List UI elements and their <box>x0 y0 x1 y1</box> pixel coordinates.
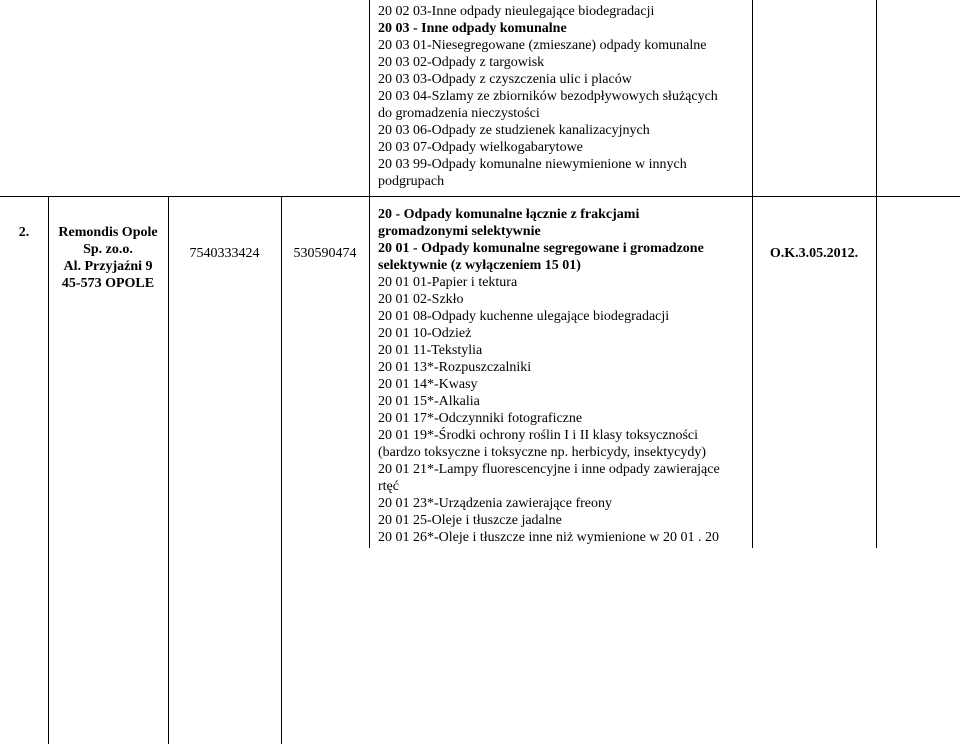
column-divider-nip <box>168 196 169 744</box>
company-cell <box>48 224 168 292</box>
waste-code-line: 20 01 17*-Odczynniki fotograficzne <box>378 411 583 426</box>
waste-code-line: 20 01 13*-Rozpuszczalniki <box>378 360 532 375</box>
company-name: Remondis Opole <box>58 225 158 240</box>
row-divider <box>0 196 960 197</box>
waste-code-line: 20 03 01-Niesegregowane (zmieszane) odpady komunalne <box>378 38 707 53</box>
waste-code-line: 20 03 02-Odpady z targowisk <box>378 55 545 70</box>
waste-code-line: rtęć <box>378 479 399 494</box>
waste-code-line: gromadzonymi selektywnie <box>378 224 541 239</box>
waste-code-line: 20 03 07-Odpady wielkogabarytowe <box>378 140 583 155</box>
waste-code-line: 20 01 25-Oleje i tłuszcze jadalne <box>378 513 562 528</box>
column-divider-right <box>876 0 877 548</box>
waste-code-line: 20 01 - Odpady komunalne segregowane i gromadzone <box>378 241 704 256</box>
column-divider-waste <box>369 0 370 548</box>
waste-code-line: 20 01 21*-Lampy fluorescencyjne i inne odpady zawierające <box>378 462 720 477</box>
waste-code-line: 20 01 23*-Urządzenia zawierające freony <box>378 496 612 511</box>
company-street: Al. Przyjaźni 9 <box>63 259 153 274</box>
waste-code-line: 20 01 19*-Środki ochrony roślin I i II klasy toksyczności <box>378 428 699 443</box>
waste-code-line: 20 01 26*-Oleje i tłuszcze inne niż wymienione w 20 01 . 20 <box>378 530 719 545</box>
decision-number: O.K.3.05.2012. <box>769 246 859 261</box>
waste-code-line: selektywnie (z wyłączeniem 15 01) <box>378 258 581 273</box>
company-city: 45-573 OPOLE <box>61 276 155 291</box>
waste-code-line: 20 - Odpady komunalne łącznie z frakcjami <box>378 207 640 222</box>
column-divider-decision <box>752 0 753 548</box>
waste-code-line: 20 01 01-Papier i tektura <box>378 275 518 290</box>
nip-number: 7540333424 <box>189 246 260 261</box>
waste-code-line: 20 01 08-Odpady kuchenne ulegające biodegradacji <box>378 309 670 324</box>
waste-code-line: 20 03 06-Odpady ze studzienek kanalizacyjnych <box>378 123 650 138</box>
waste-code-line: (bardzo toksyczne i toksyczne np. herbicydy, insektycydy) <box>378 445 706 460</box>
waste-code-line: 20 03 04-Szlamy ze zbiorników bezodpływowych służących <box>378 89 718 104</box>
waste-code-line: 20 01 11-Tekstylia <box>378 343 483 358</box>
column-divider-regon <box>281 196 282 744</box>
waste-code-line: 20 03 03-Odpady z czyszczenia ulic i placów <box>378 72 632 87</box>
waste-code-line: 20 03 - Inne odpady komunalne <box>378 21 567 36</box>
regon-number: 530590474 <box>293 246 357 261</box>
waste-code-line: 20 02 03-Inne odpady nieulegające biodegradacji <box>378 4 655 19</box>
waste-code-line: 20 01 15*-Alkalia <box>378 394 480 409</box>
company-form: Sp. zo.o. <box>83 242 133 257</box>
waste-code-line: do gromadzenia nieczystości <box>378 106 540 121</box>
waste-code-line: podgrupach <box>378 174 445 189</box>
waste-code-line: 20 01 02-Szkło <box>378 292 464 307</box>
waste-code-line: 20 01 14*-Kwasy <box>378 377 478 392</box>
waste-code-line: 20 03 99-Odpady komunalne niewymienione w innych <box>378 157 687 172</box>
waste-code-line: 20 01 10-Odzież <box>378 326 472 341</box>
entry-number: 2. <box>18 225 30 240</box>
